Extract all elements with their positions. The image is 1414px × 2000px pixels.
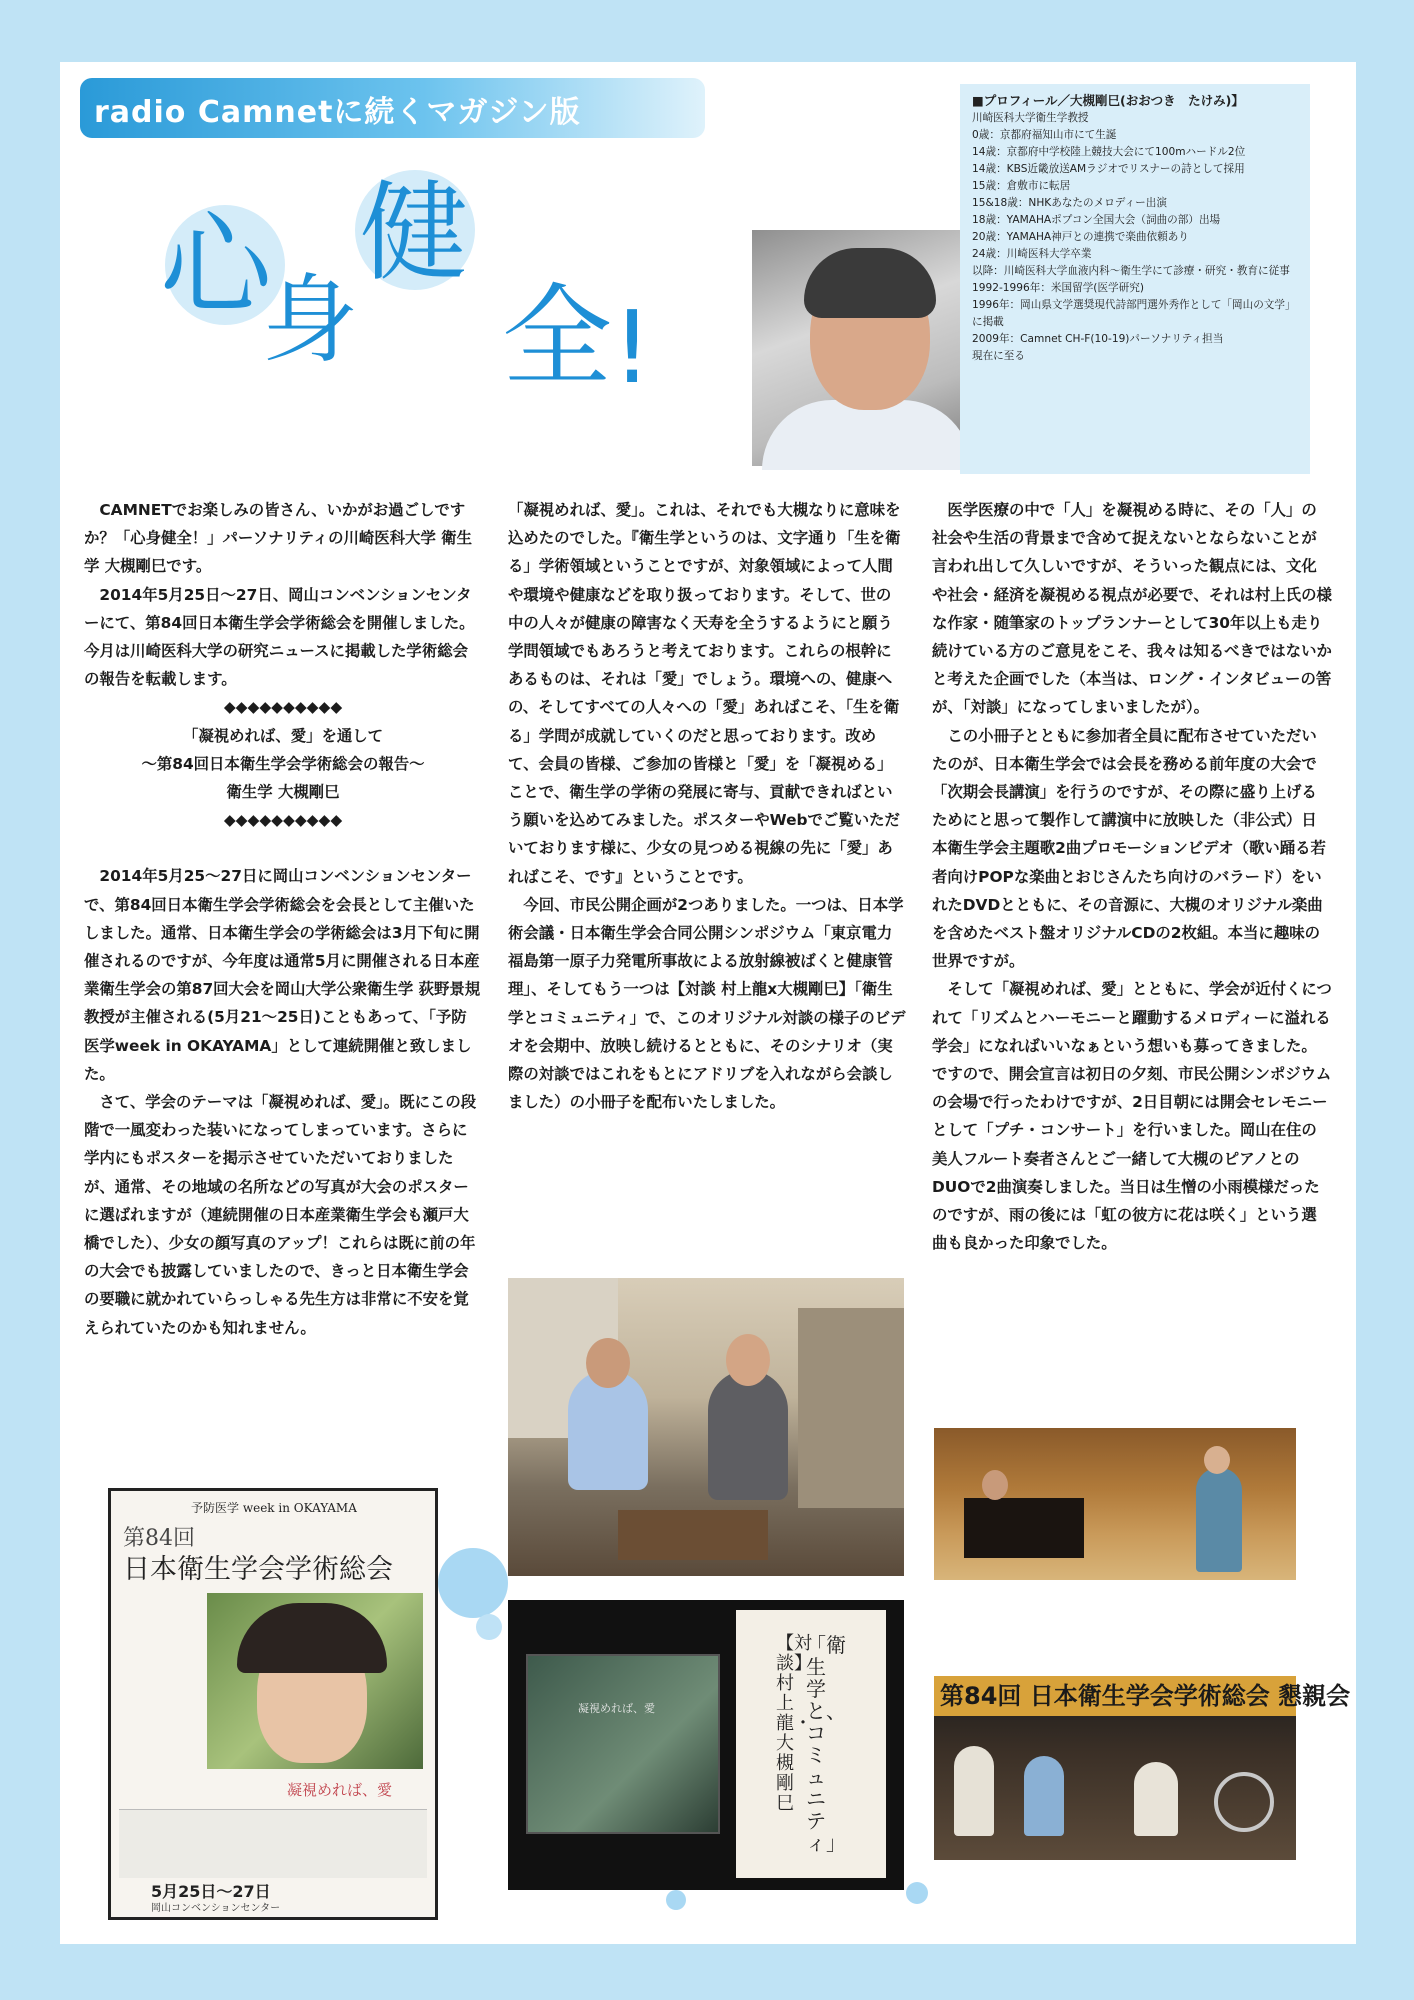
booklet-title: 「衛生学と、コミュニティ」 xyxy=(806,1633,846,1855)
profile-line: 0歳：京都府福知山市にて生誕 xyxy=(972,129,1117,141)
article-column-2 xyxy=(508,496,906,1116)
poster-title: 日本衛生学会学術総会 xyxy=(123,1554,393,1585)
poster-image xyxy=(108,1488,438,1920)
paragraph: さて、学会のテーマは「凝視めれば、愛」。既にこの段階で一風変わった装いになってしまっています。さらに学内にもポスターを掲示させていただいておりましたが、通常、その地域の名所などの写真が大会のポスターに選ばれますが（連続開催の日本産業衛生学会も瀬戸大橋でした）、少女の顔写真のアップ！これらは既に前の年の大会でも披露していましたので、きっと日本衛生学会の要職に就かれていらっしゃる先生方は非常に不安を覚えられていたのかも知れません。 xyxy=(84,1093,477,1337)
title-char: 身 xyxy=(262,264,358,376)
profile-line: 18歳：YAMAHAポプコン全国大会（詞曲の部）出場 xyxy=(972,214,1221,226)
decor-bubble xyxy=(476,1614,502,1640)
paragraph: この小冊子とともに参加者全員に配布させていただいたのが、日本衛生学会では会長を務める前年度の大会で「次期会長講演」を行うのですが、その際に盛り上げるためにと思って製作して講演中に放映した（非公式）日本衛生学会主題歌2曲プロモーションビデオ（歌い踊る若者向けPOPな楽曲とおじさんたち向けのバラード）をいれたDVDとともに、その音源に、大槻のオリジナル楽曲を含めたベスト盤オリジナルCDの2枚組。本当に趣味の世界ですが。 xyxy=(932,726,1326,971)
profile-line: 1992-1996年：米国留学(医学研究) xyxy=(972,282,1144,294)
title-char: 心 xyxy=(160,201,272,331)
divider-diamonds: ◆◆◆◆◆◆◆◆◆◆ xyxy=(223,811,343,830)
article-column-3 xyxy=(932,496,1332,1257)
profile-line: 20歳：YAMAHA神戸との連携で楽曲依頼あり xyxy=(972,231,1189,243)
profile-line: 15歳：倉敷市に転居 xyxy=(972,180,1071,192)
profile-line: 現在に至る xyxy=(972,350,1025,362)
profile-line: 14歳：KBS近畿放送AMラジオでリスナーの詩として採用 xyxy=(972,163,1245,175)
title-char: ! xyxy=(612,289,653,406)
banquet-photo xyxy=(934,1676,1351,1860)
profile-line: 15&18歳：NHKあなたのメロディー出演 xyxy=(972,197,1167,209)
profile-line: 24歳：川崎医科大学卒業 xyxy=(972,248,1092,260)
subtitle: 「凝視めれば、愛」を通して xyxy=(182,726,384,745)
paragraph: CAMNETでお楽しみの皆さん、いかがお過ごしですか？「心身健全！」パーソナリティの川崎医科大学 衛生学 大槻剛巳です。 xyxy=(84,501,472,576)
poster-photo xyxy=(207,1593,423,1769)
profile-box xyxy=(960,84,1310,474)
cd-booklet-photo xyxy=(508,1600,904,1890)
poster-header: 予防医学 week in OKAYAMA xyxy=(191,1501,357,1515)
profile-line: 以降：川崎医科大学血液内科～衛生学にて診療・研究・教育に従事 xyxy=(972,265,1290,277)
banquet-banner: 第84回 日本衛生学会学術総会 懇親会 xyxy=(934,1676,1296,1716)
poster-dates: 5月25日～27日 xyxy=(151,1882,271,1901)
profile-line: 2009年：Camnet CH-F(10-19)パーソナリティ担当 xyxy=(972,333,1224,345)
divider-diamonds: ◆◆◆◆◆◆◆◆◆◆ xyxy=(223,698,343,717)
paragraph: 「凝視めれば、愛」。これは、それでも大槻なりに意味を込めたのでした。『衛生学というのは、文字通り「生を衛る」学術領域ということですが、対象領域によって人間や環境や健康などを取り扱っております。そして、世の中の人々が健康の障害なく天寿を全うするようにと願う学問領域でもあろうと考えております。これらの根幹にあるものは、それは「愛」でしょう。環境への、健康への、そしてすべての人々への「愛」あればこそ、「生を衛る」学問が成就していくのだと思っております。改めて、会員の皆様、ご参加の皆様と「愛」を「凝視める」ことで、衛生学の学術の発展に寄与、貢献できればという願いを込めてみました。ポスターやWebでご覧いただいております様に、少女の見つめる視線の先に「愛」あればこそ、です』ということです。 xyxy=(508,501,901,886)
paragraph: 2014年5月25日～27日、岡山コンベンションセンターにて、第84回日本衛生学会学術総会を開催しました。今月は川崎医科大学の研究ニュースに掲載した学術総会の報告を転載します。 xyxy=(84,585,475,689)
profile-heading: ■プロフィール／大槻剛巳(おおつき たけみ)】 xyxy=(972,93,1244,108)
title-char: 健 xyxy=(360,171,469,296)
paragraph: 2014年5月25～27日に岡山コンベンションセンターで、第84回日本衛生学会学術総会を会長として主催いたしました。通常、日本衛生学会の学術総会は3月下旬に開催されるのですが、今年度は通常5月に開催される日本産業衛生学会の第87回大会を岡山大学公衆衛生学 荻野景規教授が主催される(5月21～25日)こともあって、「予防医学week in OKAYAMA」として連続開催と致しました。 xyxy=(84,867,481,1083)
decor-bubble xyxy=(666,1890,686,1910)
decor-bubble xyxy=(438,1548,508,1618)
title-char: 全 xyxy=(502,273,612,401)
paragraph: そして「凝視めれば、愛」とともに、学会が近付くにつれて「リズムとハーモニーと躍動するメロディーに溢れる学会」になればいいなぁという想いも募ってきました。ですので、開会宣言は初日の夕刻、市民公開シンポジウムの会場で行ったわけですが、2日目朝には開会セレモニーとして「プチ・コンサート」を行いました。岡山在住の美人フルート奏者さんとご一緒して大槻のピアノとのDUOで2曲演奏しました。当日は生憎の小雨模様だったのですが、雨の後には「虹の彼方に花は咲く」という選曲も良かった印象でした。 xyxy=(932,980,1332,1253)
profile-line: 14歳：京都府中学校陸上競技大会にて100mハードル2位 xyxy=(972,146,1246,158)
paragraph: 今回、市民公開企画が2つありました。一つは、日本学術会議・日本衛生学会合同公開シンポジウム「東京電力福島第一原子力発電所事故による放射線被ばくと健康管理」、そしてもう一つは【対談 村上龍x大槻剛巳】「衛生学とコミュニティ」で、このオリジナル対談の様子のビデオを会期中、放映し続けるとともに、そのシナリオ（実際の対談ではこれをもとにアドリブを入れながら会談しました）の小冊子を配布いたしました。 xyxy=(508,895,906,1112)
paragraph: 医学医療の中で「人」を凝視める時に、その「人」の社会や生活の背景まで含めて捉えないとならないことが言われ出して久しいですが、そういった観点には、文化や社会・経済を凝視める視点が必要で、それは村上氏の様な作家・随筆家のトップランナーとして30年以上も走り続けている方のご意見をこそ、我々は知るべきではないかと考えた企画でした（本当は、ロング・インタビューの筈が、「対談」になってしまいましたが）。 xyxy=(932,501,1332,717)
profile-line: 1996年：岡山県文学選奨現代詩部門選外秀作として「岡山の文学」に掲載 xyxy=(972,299,1296,328)
poster-venue: 岡山コンベンションセンター xyxy=(151,1903,281,1914)
author-line: 衛生学 大槻剛巳 xyxy=(226,783,340,802)
decor-bubble xyxy=(906,1882,928,1904)
poster-number: 第84回 xyxy=(123,1526,195,1551)
meeting-photo xyxy=(508,1278,904,1576)
poster-theme: 凝視めれば、愛 xyxy=(287,1781,393,1799)
portrait-photo xyxy=(752,230,964,466)
subtitle: ～第84回日本衛生学会学術総会の報告～ xyxy=(141,754,425,773)
concert-photo xyxy=(934,1428,1296,1580)
article-column-1 xyxy=(84,496,482,1342)
profile-line: 川崎医科大学衛生学教授 xyxy=(972,112,1089,124)
cd-title: 凝視めれば、愛 xyxy=(578,1702,655,1715)
series-title: radio Camnetに続くマガジン版 xyxy=(94,95,581,130)
series-header xyxy=(80,78,705,138)
booklet-subtitle: 【対談】村上 龍・大槻剛巳 xyxy=(776,1633,812,1814)
